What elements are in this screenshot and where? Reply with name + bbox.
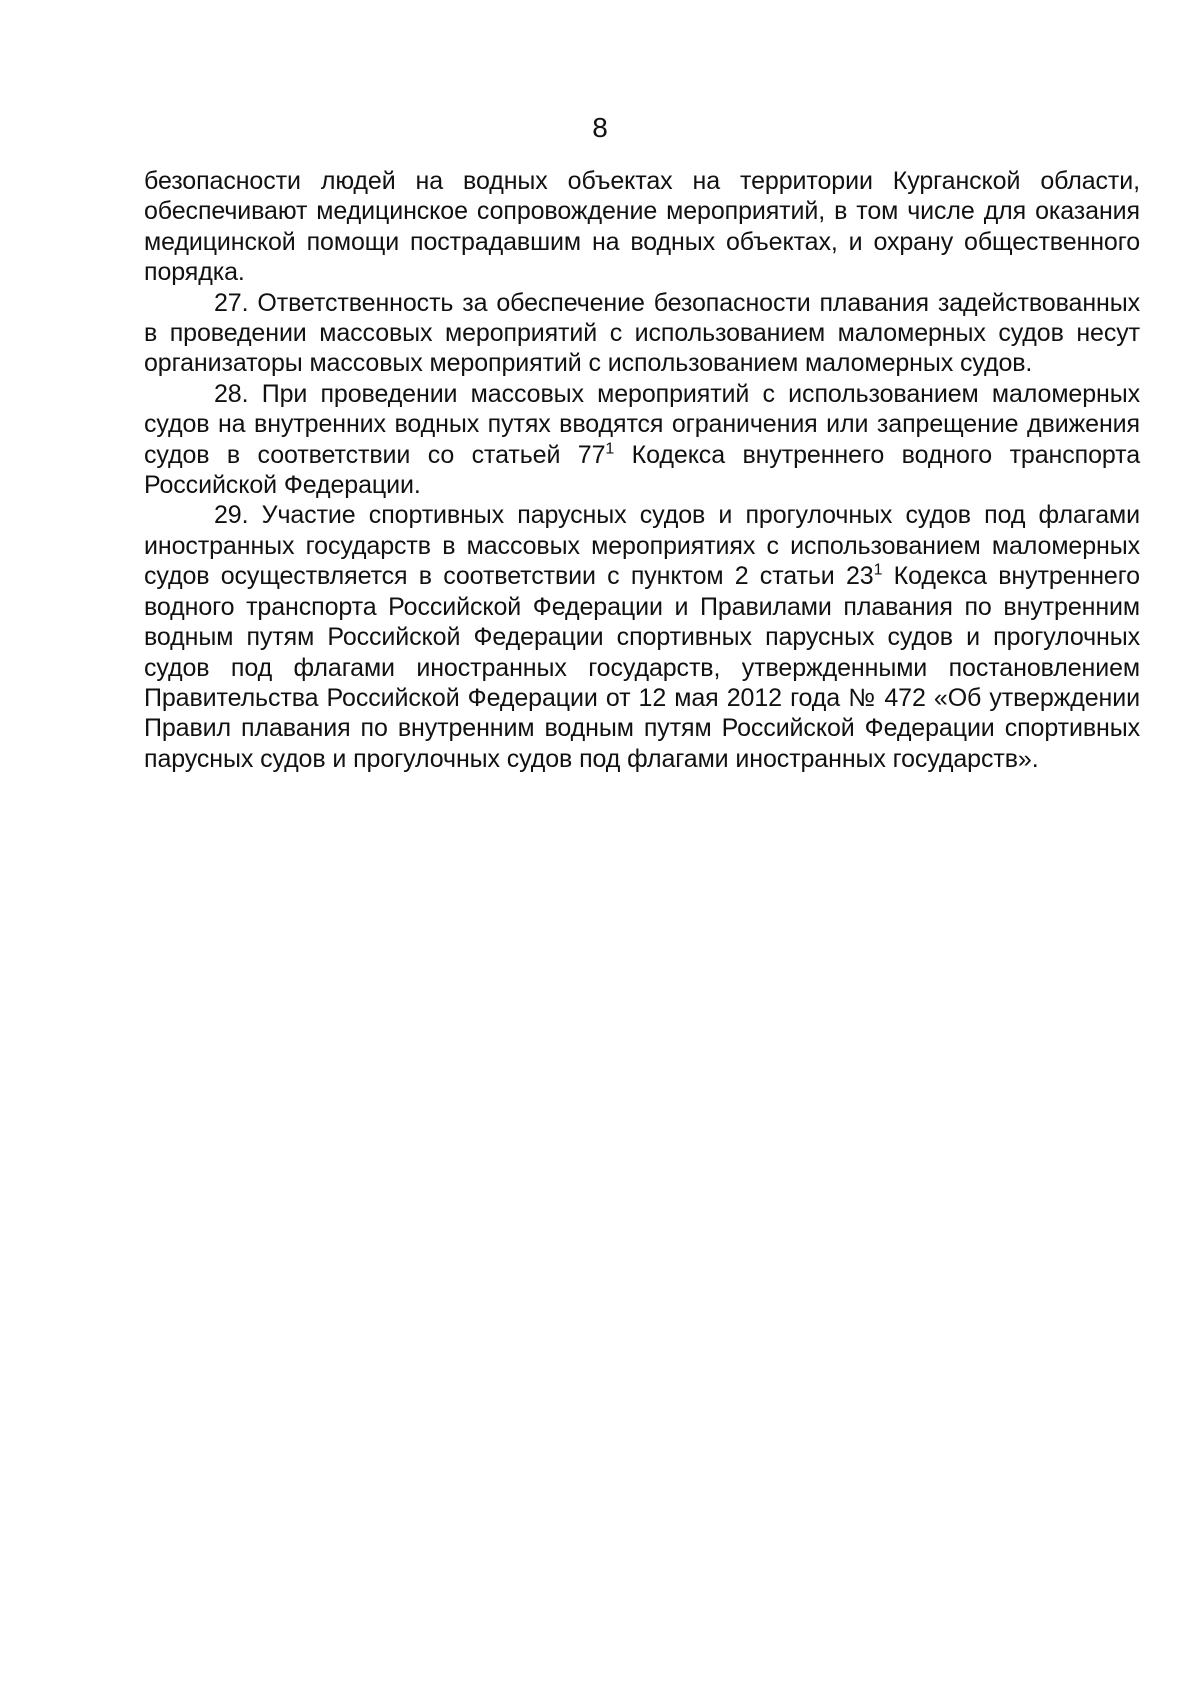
superscript-article-23: 1 bbox=[873, 561, 883, 579]
paragraph-29-text-end: Кодекса внутреннего водного транспорта Российской Федерации и Правилами плавания по внутренним водным путям Российской Федерации спортивных парусных судов и прогулочных судов под флагами иностранных государств, утвержденными постановлением Правительства Российской Федерации от 12 мая 2012 года № 472 «Об утверждении Правил плавания по внутренним водным путям Российской Федерации спортивных парусных судов и прогулочных судов под флагами иностранных государств». bbox=[144, 562, 1140, 773]
paragraph-continuation: безопасности людей на водных объектах на территории Курганской области, обеспечивают медицинское сопровождение мероприятий, в том числе для оказания медицинской помощи пострадавшим на водных объектах, и охрану общественного порядка. bbox=[144, 167, 1140, 287]
superscript-article-77: 1 bbox=[605, 440, 615, 458]
document-body bbox=[144, 166, 1140, 774]
paragraph-27: 27. Ответственность за обеспечение безопасности плавания задействованных в проведении массовых мероприятий с использованием маломерных судов несут организаторы массовых мероприятий с использованием маломерных судов. bbox=[144, 288, 1140, 378]
paragraph-28-text: 28. При проведении массовых мероприятий с использованием маломерных судов на внутренних водных путях вводятся ограничения или запрещение движения судов в соответствии со статьей 77 bbox=[144, 379, 1140, 469]
paragraph-28 bbox=[144, 379, 1140, 501]
paragraph-28-text-end: Кодекса внутреннего водного транспорта Российской Федерации. bbox=[144, 440, 1140, 500]
paragraph-29 bbox=[144, 500, 1140, 774]
page-number: 8 bbox=[592, 112, 608, 143]
paragraph-29-text: 29. Участие спортивных парусных судов и прогулочных судов под флагами иностранных государств в массовых мероприятиях с использованием маломерных судов осуществляется в соответствии с пунктом 2 статьи 23 bbox=[144, 501, 1140, 591]
